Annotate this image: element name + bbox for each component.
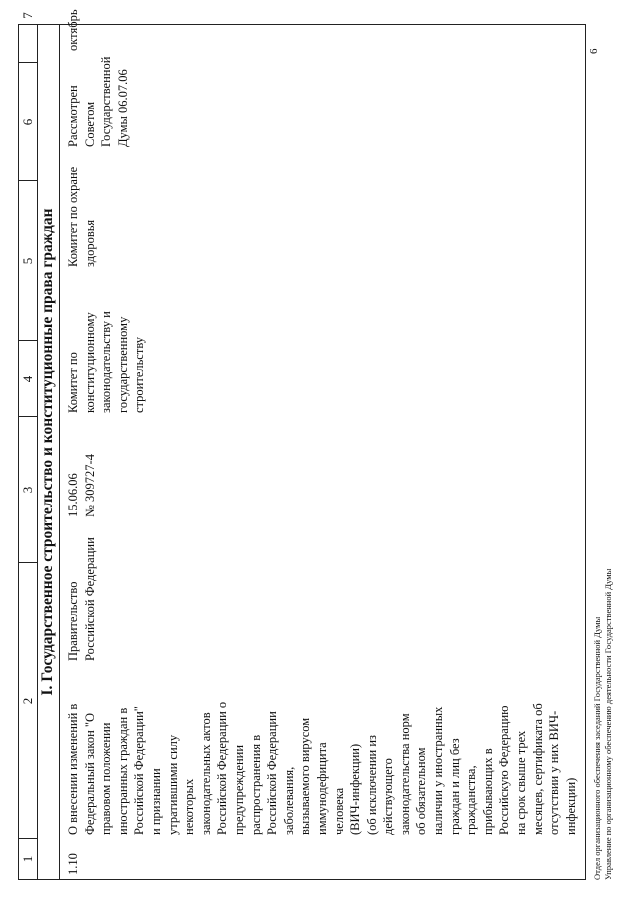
footer-line: Управление по организационному обеспечению деятельности Государственной Думы (603, 568, 613, 880)
bill-title: О внесении изменений в Федеральный закон "О правовом положении иностранных граждан в Российской Федерации" и признании утратившими силу некоторых законодательных актов Российской Федерации о предупреждении распространения в Российской Федерации заболевания, вызываемого вирусом иммунодефицита человека (ВИЧ-инфекции) (об исключении из действующего законодательства норм об обязательном наличии у иностранных граждан и лиц без гражданства, прибывающих в Российскую Федерацию на срок свыше трех месяцев, сертификата об отсутствии у них ВИЧ- инфекции) (66, 701, 578, 835)
section-title: I. Государственное строительство и конституционные права граждан (39, 208, 56, 696)
page-number: 6 (588, 48, 600, 54)
column-number-row (19, 12, 38, 879)
bill-author: Правительство Российской Федерации (66, 537, 97, 661)
co-committee: Комитет по охране здоровья (66, 166, 97, 267)
planned-month: октябрь (66, 9, 80, 51)
bill-date-number: 15.06.06 № 309727-4 (66, 454, 97, 517)
column-number: 2 (20, 697, 35, 705)
column-number: 6 (20, 118, 35, 126)
column-number: 1 (20, 855, 35, 863)
column-number: 5 (20, 257, 35, 265)
footer-line: Отдел организационного обеспечения заседаний Государственной Думы (592, 616, 602, 880)
legislation-table (18, 9, 586, 880)
lead-committee: Комитет по конституционному законодательству и государственному строительству (66, 311, 147, 413)
review-status: Рассмотрен Советом Государственной Думы 06.07.06 (66, 56, 130, 147)
column-number: 4 (20, 375, 35, 383)
section-title-row (37, 25, 60, 879)
column-number: 3 (20, 486, 35, 494)
column-number: 7 (20, 12, 35, 19)
page-footer (592, 320, 614, 880)
row-number: 1.10 (66, 853, 80, 875)
